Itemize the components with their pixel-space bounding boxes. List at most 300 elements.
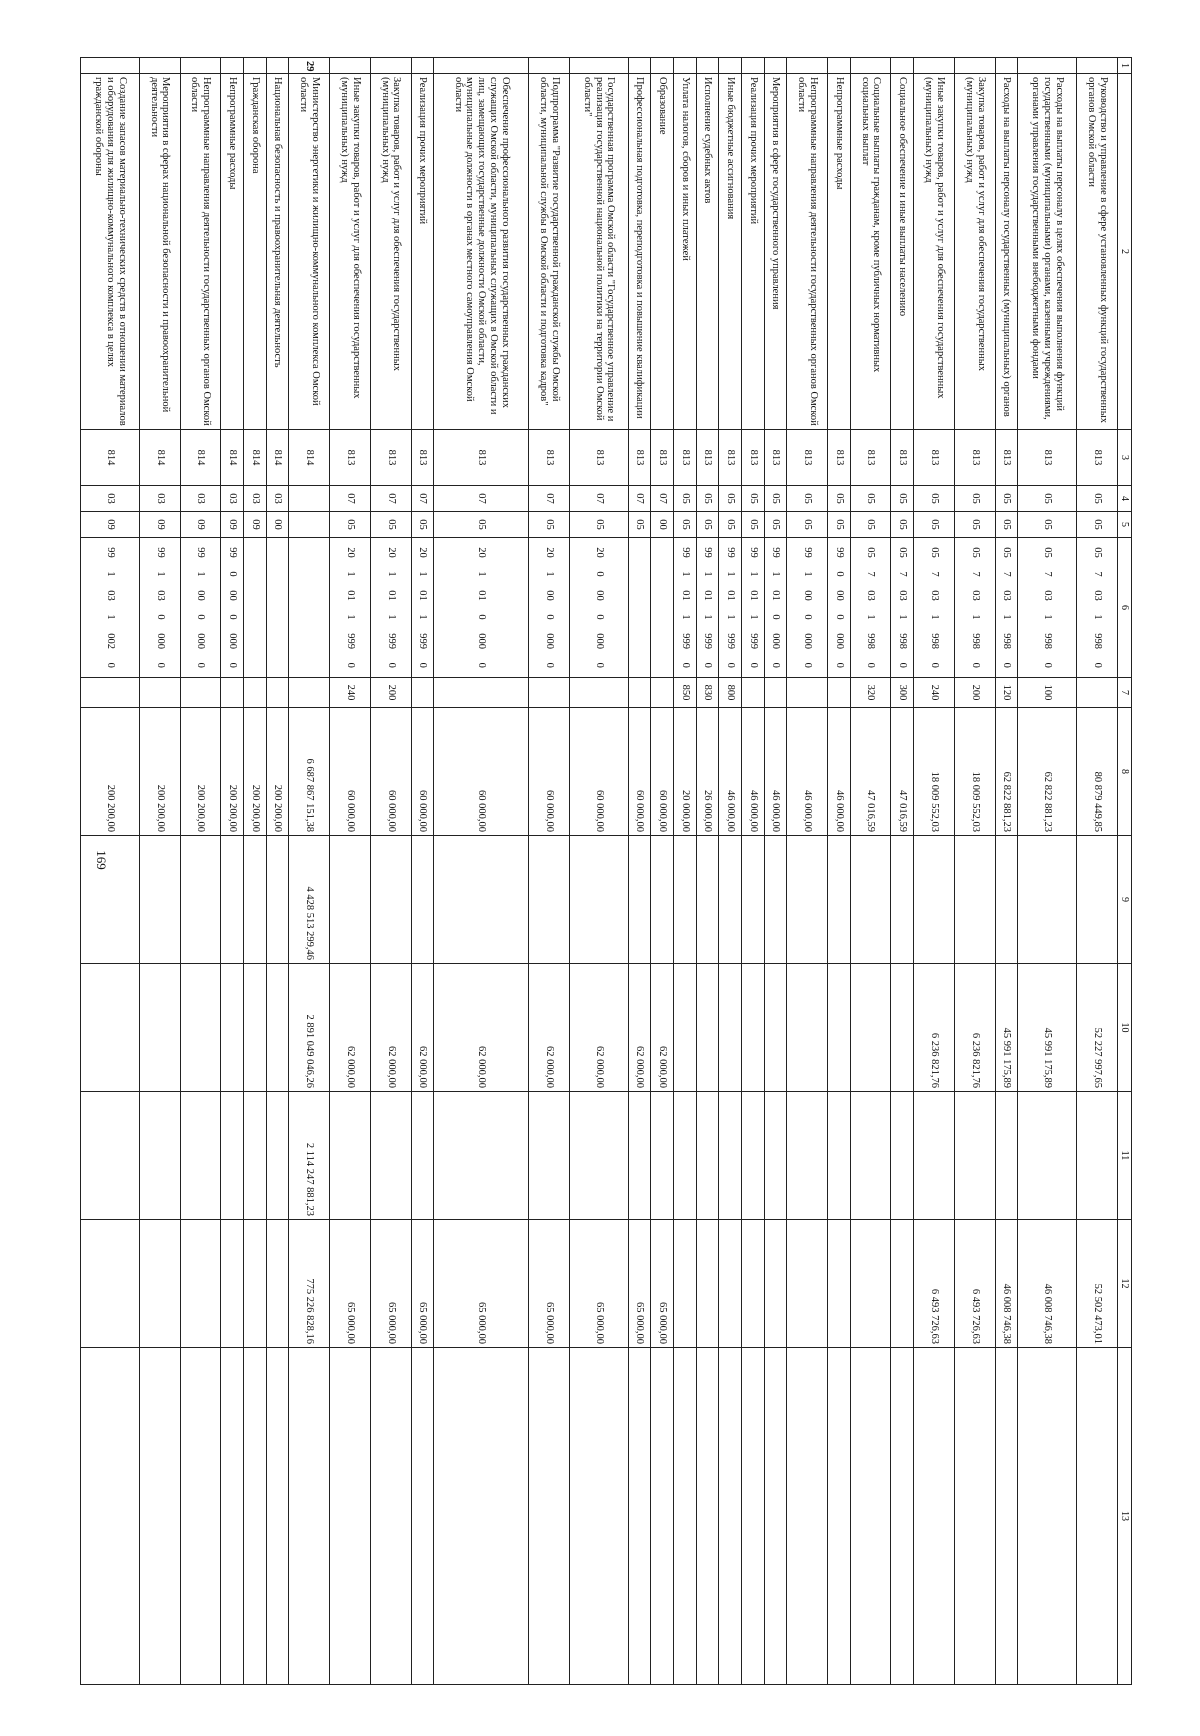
amount-col-8: 62 822 881,23 [1018,708,1077,836]
amount-col-11 [434,1092,529,1220]
subsection-code: 05 [787,512,828,538]
item-name: Реализация прочих мероприятий [411,74,434,430]
section-code [289,486,330,512]
target-item-code: 20 1 01 0 000 0 [434,538,529,678]
subsection-code: 05 [673,512,696,538]
amount-col-9 [764,836,787,964]
section-code: 05 [696,486,719,512]
section-code: 03 [221,486,244,512]
table-row [850,58,891,1685]
section-code: 05 [850,486,891,512]
amount-col-9 [673,836,696,964]
target-item-code [289,538,330,678]
column-number: 13 [1117,1348,1131,1685]
target-item-code: 05 7 03 1 998 0 [891,538,914,678]
amount-col-10: 62 000,00 [651,964,674,1092]
amount-col-11 [411,1092,434,1220]
target-item-code: 99 1 03 0 000 0 [139,538,180,678]
amount-col-10: 62 000,00 [434,964,529,1092]
row-number [891,58,914,74]
amount-col-12 [696,1220,719,1348]
amount-col-12: 65 000,00 [330,1220,371,1348]
section-code: 07 [411,486,434,512]
amount-col-12: 6 493 726,63 [954,1220,995,1348]
subsection-code: 05 [764,512,787,538]
item-name: Министерство энергетики и жилищно-коммунального комплекса Омской области [289,74,330,430]
amount-col-13 [1018,1348,1077,1685]
section-code: 03 [81,486,140,512]
target-item-code: 99 1 01 1 999 0 [673,538,696,678]
expense-type-code: 120 [995,678,1018,708]
expense-type-code [411,678,434,708]
expense-type-code: 200 [370,678,411,708]
amount-col-12 [673,1220,696,1348]
item-name: Руководство и управление в сфере установленных функций государственных органов Омской области [1077,74,1118,430]
amount-col-8: 200 200,00 [244,708,267,836]
table-row [434,58,529,1685]
amount-col-9: 4 428 513 299,46 [289,836,330,964]
amount-col-13 [914,1348,955,1685]
subsection-code: 00 [651,512,674,538]
table-row [1018,58,1077,1685]
table-row [651,58,674,1685]
subsection-code: 00 [266,512,289,538]
amount-col-9 [569,836,628,964]
amount-col-9 [1018,836,1077,964]
ministry-code: 813 [719,430,742,486]
target-item-code [244,538,267,678]
amount-col-9 [628,836,651,964]
row-number [954,58,995,74]
row-number [742,58,765,74]
amount-col-12: 65 000,00 [569,1220,628,1348]
amount-col-11 [742,1092,765,1220]
item-name: Государственная программа Омской области "Государственное управление и реализация государственной национальной политики на территории Омской области" [569,74,628,430]
amount-col-12: 46 008 746,38 [995,1220,1018,1348]
subsection-code: 05 [434,512,529,538]
item-name: Расходы на выплаты персоналу государственных (муниципальных) органов [995,74,1018,430]
amount-col-12 [81,1220,140,1348]
amount-col-8: 46 000,00 [719,708,742,836]
amount-col-11 [180,1092,221,1220]
subsection-code: 05 [1018,512,1077,538]
expense-type-code: 240 [914,678,955,708]
amount-col-9 [529,836,570,964]
section-code: 05 [891,486,914,512]
section-code: 05 [673,486,696,512]
expense-type-code [1077,678,1118,708]
section-code: 03 [266,486,289,512]
ministry-code: 813 [370,430,411,486]
row-number [411,58,434,74]
item-name: Закупка товаров, работ и услуг для обеспечения государственных (муниципальных) нужд [954,74,995,430]
amount-col-12 [850,1220,891,1348]
subsection-code: 05 [719,512,742,538]
amount-col-13 [289,1348,330,1685]
ministry-code: 813 [891,430,914,486]
amount-col-13 [221,1348,244,1685]
subsection-code: 05 [370,512,411,538]
row-number [1018,58,1077,74]
section-code: 05 [787,486,828,512]
amount-col-10: 6 236 821,76 [914,964,955,1092]
item-name: Гражданская оборона [244,74,267,430]
section-code: 05 [742,486,765,512]
amount-col-10 [180,964,221,1092]
amount-col-11 [891,1092,914,1220]
amount-col-13 [954,1348,995,1685]
table-row [139,58,180,1685]
amount-col-12: 6 493 726,63 [914,1220,955,1348]
table-row [244,58,267,1685]
item-name: Расходы на выплаты персоналу в целях обеспечения выполнения функций государственными (муниципальными) органами, казенными учреждениями, органами управления государственными внебюджетными фондами [1018,74,1077,430]
expense-type-code [244,678,267,708]
amount-col-8: 60 000,00 [434,708,529,836]
column-number: 7 [1117,678,1131,708]
expense-type-code [828,678,851,708]
subsection-code: 09 [139,512,180,538]
row-number [221,58,244,74]
item-name: Социальное обеспечение и иные выплаты населению [891,74,914,430]
table-row [180,58,221,1685]
target-item-code: 05 7 03 1 998 0 [1018,538,1077,678]
section-code: 05 [719,486,742,512]
amount-col-13 [628,1348,651,1685]
amount-col-9 [828,836,851,964]
amount-col-13 [651,1348,674,1685]
amount-col-10 [787,964,828,1092]
amount-col-10 [266,964,289,1092]
section-code: 03 [244,486,267,512]
section-code: 07 [651,486,674,512]
amount-col-8: 6 687 867 151,38 [289,708,330,836]
column-number: 11 [1117,1092,1131,1220]
table-row [370,58,411,1685]
subsection-code: 05 [742,512,765,538]
subsection-code: 05 [954,512,995,538]
amount-col-12: 65 000,00 [370,1220,411,1348]
item-name: Иные закупки товаров, работ и услуг для обеспечения государственных (муниципальных) нужд [330,74,371,430]
expense-type-code: 800 [719,678,742,708]
ministry-code: 813 [828,430,851,486]
ministry-code: 813 [651,430,674,486]
amount-col-10 [673,964,696,1092]
item-name: Обеспечение профессионального развития государственных гражданских служащих Омской области, муниципальных служащих в Омской области и лиц, замещающих государственные должности Омской области, муниципальные должности в органах местного самоуправления Омской области [434,74,529,430]
amount-col-10: 45 991 175,89 [995,964,1018,1092]
row-number [719,58,742,74]
amount-col-9 [1077,836,1118,964]
amount-col-13 [180,1348,221,1685]
section-code: 07 [569,486,628,512]
target-item-code: 20 1 01 1 999 0 [411,538,434,678]
ministry-code: 813 [850,430,891,486]
item-name: Непрограммные направления деятельности государственных органов Омской области [180,74,221,430]
amount-col-10 [221,964,244,1092]
column-number: 10 [1117,964,1131,1092]
table-row [719,58,742,1685]
amount-col-13 [850,1348,891,1685]
amount-col-12: 775 226 828,16 [289,1220,330,1348]
amount-col-10: 6 236 821,76 [954,964,995,1092]
amount-col-12 [719,1220,742,1348]
amount-col-10 [81,964,140,1092]
amount-col-12: 65 000,00 [529,1220,570,1348]
table-row [221,58,244,1685]
amount-col-12 [891,1220,914,1348]
ministry-code: 814 [180,430,221,486]
item-name: Уплата налогов, сборов и иных платежей [673,74,696,430]
section-code: 07 [370,486,411,512]
target-item-code: 99 1 00 0 000 0 [180,538,221,678]
target-item-code [651,538,674,678]
amount-col-9 [434,836,529,964]
ministry-code: 813 [411,430,434,486]
target-item-code: 20 1 00 0 000 0 [529,538,570,678]
target-item-code: 20 1 01 1 999 0 [330,538,371,678]
row-number [696,58,719,74]
amount-col-9 [787,836,828,964]
amount-col-10 [850,964,891,1092]
ministry-code: 814 [266,430,289,486]
amount-col-13 [569,1348,628,1685]
item-name: Социальные выплаты гражданам, кроме публичных нормативных социальных выплат [850,74,891,430]
amount-col-8: 60 000,00 [569,708,628,836]
ministry-code: 813 [628,430,651,486]
section-code: 05 [764,486,787,512]
amount-col-13 [266,1348,289,1685]
ministry-code: 813 [529,430,570,486]
table-row [787,58,828,1685]
amount-col-11 [787,1092,828,1220]
row-number [995,58,1018,74]
subsection-code: 09 [180,512,221,538]
amount-col-10: 62 000,00 [628,964,651,1092]
amount-col-12 [764,1220,787,1348]
row-number [828,58,851,74]
amount-col-12 [221,1220,244,1348]
amount-col-11 [651,1092,674,1220]
amount-col-12: 65 000,00 [434,1220,529,1348]
column-number: 4 [1117,486,1131,512]
row-number [434,58,529,74]
table-row [330,58,371,1685]
amount-col-8: 200 200,00 [266,708,289,836]
amount-col-9 [330,836,371,964]
expense-type-code [787,678,828,708]
column-number-row [1117,58,1131,1685]
target-item-code: 05 7 03 1 998 0 [1077,538,1118,678]
amount-col-10 [139,964,180,1092]
amount-col-11: 2 114 247 881,23 [289,1092,330,1220]
amount-col-10 [764,964,787,1092]
table-row [411,58,434,1685]
expense-type-code [569,678,628,708]
item-name: Непрограммные направления деятельности государственных органов Омской области [787,74,828,430]
item-name: Подпрограмма "Развитие государственной гражданской службы Омской области, муниципальной службы в Омской области и подготовка кадров" [529,74,570,430]
subsection-code: 05 [850,512,891,538]
subsection-code: 09 [244,512,267,538]
subsection-code: 09 [81,512,140,538]
subsection-code: 05 [891,512,914,538]
row-number [81,58,140,74]
expense-type-code [139,678,180,708]
subsection-code: 05 [569,512,628,538]
amount-col-10: 62 000,00 [569,964,628,1092]
amount-col-13 [995,1348,1018,1685]
target-item-code: 99 1 01 1 999 0 [742,538,765,678]
expense-type-code [266,678,289,708]
amount-col-9 [995,836,1018,964]
subsection-code: 05 [914,512,955,538]
amount-col-11 [828,1092,851,1220]
column-number: 6 [1117,538,1131,678]
amount-col-8: 200 200,00 [180,708,221,836]
ministry-code: 813 [914,430,955,486]
table-row [81,58,140,1685]
amount-col-13 [764,1348,787,1685]
budget-sheet [80,57,1132,1684]
section-code: 05 [1018,486,1077,512]
amount-col-9 [81,836,140,964]
amount-col-11 [628,1092,651,1220]
expense-type-code: 320 [850,678,891,708]
amount-col-13 [244,1348,267,1685]
table-row [954,58,995,1685]
amount-col-8: 20 000,00 [673,708,696,836]
column-number: 5 [1117,512,1131,538]
amount-col-11 [850,1092,891,1220]
item-name: Создание запасов материально-технических средств в отношении материалов и оборудования для жилищно-коммунального комплекса в целях гражданской обороны [81,74,140,430]
amount-col-10: 62 000,00 [411,964,434,1092]
amount-col-12: 65 000,00 [411,1220,434,1348]
page-number: 169 [94,850,109,870]
amount-col-13 [787,1348,828,1685]
amount-col-13 [828,1348,851,1685]
amount-col-9 [954,836,995,964]
amount-col-12: 65 000,00 [651,1220,674,1348]
row-number [787,58,828,74]
amount-col-8: 80 879 449,85 [1077,708,1118,836]
table-row [764,58,787,1685]
amount-col-13 [673,1348,696,1685]
amount-col-12: 46 008 746,38 [1018,1220,1077,1348]
amount-col-8: 200 200,00 [81,708,140,836]
expense-type-code [651,678,674,708]
subsection-code: 05 [330,512,371,538]
amount-col-11 [221,1092,244,1220]
target-item-code: 99 1 01 1 999 0 [719,538,742,678]
table-row [828,58,851,1685]
column-number: 3 [1117,430,1131,486]
column-number: 1 [1117,58,1131,74]
amount-col-13 [891,1348,914,1685]
subsection-code: 05 [1077,512,1118,538]
item-name: Иные бюджетные ассигнования [719,74,742,430]
amount-col-13 [411,1348,434,1685]
ministry-code: 814 [244,430,267,486]
amount-col-11 [330,1092,371,1220]
item-name: Закупка товаров, работ и услуг для обеспечения государственных (муниципальных) нужд [370,74,411,430]
ministry-code: 814 [81,430,140,486]
expense-type-code [529,678,570,708]
table-row [673,58,696,1685]
target-item-code: 05 7 03 1 998 0 [850,538,891,678]
table-row [1077,58,1118,1685]
amount-col-11 [139,1092,180,1220]
amount-col-11 [569,1092,628,1220]
expense-type-code [434,678,529,708]
amount-col-13 [742,1348,765,1685]
amount-col-8: 200 200,00 [221,708,244,836]
amount-col-9 [370,836,411,964]
target-item-code: 99 1 00 0 000 0 [787,538,828,678]
amount-col-13 [719,1348,742,1685]
target-item-code: 05 7 03 1 998 0 [954,538,995,678]
expense-type-code: 100 [1018,678,1077,708]
amount-col-11 [954,1092,995,1220]
expense-type-code [81,678,140,708]
amount-col-8: 46 000,00 [742,708,765,836]
amount-col-12: 52 502 473,01 [1077,1220,1118,1348]
amount-col-11 [529,1092,570,1220]
amount-col-13 [1077,1348,1118,1685]
amount-col-8: 47 016,59 [850,708,891,836]
item-name: Иные закупки товаров, работ и услуг для обеспечения государственных (муниципальных) нужд [914,74,955,430]
row-number [673,58,696,74]
amount-col-12 [787,1220,828,1348]
ministry-code: 814 [221,430,244,486]
row-number [244,58,267,74]
table-row [742,58,765,1685]
ministry-code: 814 [289,430,330,486]
amount-col-10 [828,964,851,1092]
amount-col-10: 62 000,00 [529,964,570,1092]
section-code: 07 [628,486,651,512]
target-item-code [266,538,289,678]
amount-col-11 [696,1092,719,1220]
amount-col-11 [81,1092,140,1220]
section-code: 07 [529,486,570,512]
amount-col-12 [828,1220,851,1348]
target-item-code: 20 0 00 0 000 0 [569,538,628,678]
target-item-code: 99 1 03 1 002 0 [81,538,140,678]
amount-col-13 [434,1348,529,1685]
ministry-code: 814 [139,430,180,486]
amount-col-10: 62 000,00 [330,964,371,1092]
ministry-code: 813 [742,430,765,486]
column-number: 8 [1117,708,1131,836]
amount-col-11 [244,1092,267,1220]
subsection-code: 05 [828,512,851,538]
amount-col-12 [742,1220,765,1348]
item-name: Образование [651,74,674,430]
expense-type-code [289,678,330,708]
amount-col-9 [651,836,674,964]
section-code: 05 [914,486,955,512]
amount-col-8: 60 000,00 [370,708,411,836]
amount-col-9 [411,836,434,964]
amount-col-13 [529,1348,570,1685]
item-name: Профессиональная подготовка, переподготовка и повышение квалификации [628,74,651,430]
amount-col-8: 46 000,00 [787,708,828,836]
section-code: 05 [1077,486,1118,512]
expense-type-code: 240 [330,678,371,708]
amount-col-9 [266,836,289,964]
amount-col-8: 46 000,00 [828,708,851,836]
ministry-code: 813 [434,430,529,486]
amount-col-8: 200 200,00 [139,708,180,836]
amount-col-9 [914,836,955,964]
